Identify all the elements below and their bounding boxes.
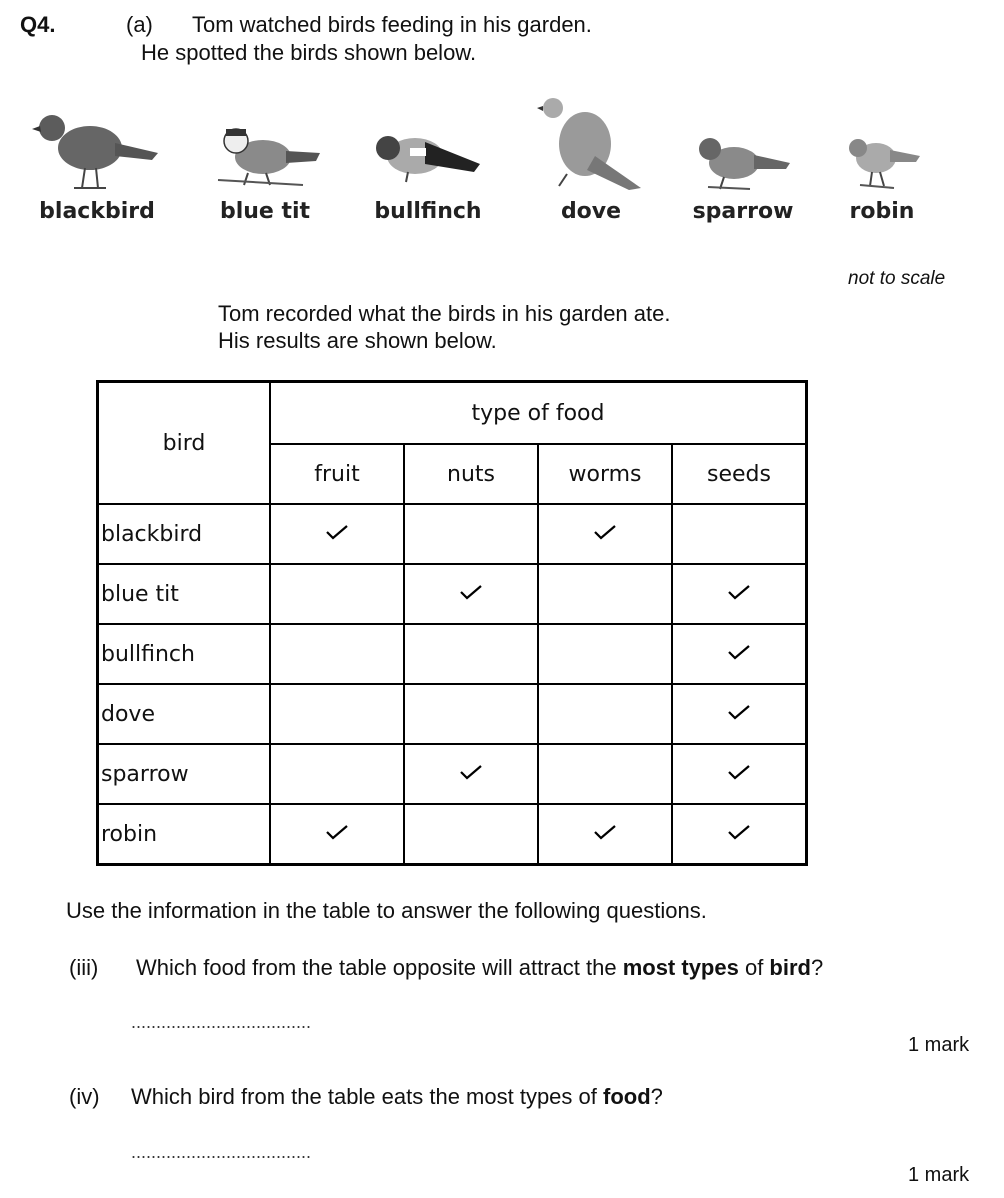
row-bird-name: blackbird: [98, 504, 271, 564]
food-cell: [538, 504, 672, 564]
table-row: [98, 504, 807, 564]
tick-icon: [727, 702, 751, 727]
question-iii-text-before: Which food from the table opposite will attract the: [136, 955, 623, 980]
question-iii-label: (iii): [69, 955, 99, 980]
question-iii-text-mid: of: [738, 955, 770, 980]
tick-icon: [593, 522, 617, 547]
tick-icon: [459, 582, 483, 607]
food-cell: [404, 624, 538, 684]
bird-label-robin: robin: [849, 199, 915, 224]
food-cell: [538, 684, 672, 744]
table-row: [98, 804, 807, 865]
answer-line-iii[interactable]: ....................................: [131, 1012, 312, 1032]
question-iv-label: (iv): [69, 1084, 100, 1109]
question-iv-bold-food: food: [603, 1084, 651, 1109]
food-cell: [270, 504, 404, 564]
table-row: [98, 684, 807, 744]
food-column-header: fruit: [270, 444, 404, 504]
food-cell: [672, 504, 807, 564]
scale-note: not to scale: [848, 268, 946, 289]
marks-iii: 1 mark: [908, 1034, 970, 1056]
food-header: type of food: [270, 382, 807, 445]
food-cell: [404, 504, 538, 564]
question-part: (a): [126, 12, 153, 37]
bird-label-sparrow: sparrow: [692, 199, 794, 224]
bird-label-bullfinch: bullfinch: [374, 199, 482, 224]
results-intro-1: Tom recorded what the birds in his garden ate.: [218, 301, 671, 326]
food-cell: [270, 624, 404, 684]
bird-header: bird: [98, 382, 271, 505]
tick-icon: [727, 582, 751, 607]
question-iv-text: [131, 1084, 663, 1110]
food-cell: [270, 684, 404, 744]
blue-tit-illustration: [208, 125, 323, 190]
row-bird-name: sparrow: [98, 744, 271, 804]
food-column-header: worms: [538, 444, 672, 504]
food-cell: [538, 744, 672, 804]
food-cell: [404, 804, 538, 865]
intro-line-2: He spotted the birds shown below.: [141, 40, 477, 65]
question-iii-bold-bird: bird: [769, 955, 811, 980]
food-cell: [672, 744, 807, 804]
question-number: Q4.: [20, 12, 56, 37]
food-column-header: seeds: [672, 444, 807, 504]
marks-iv: 1 mark: [908, 1164, 970, 1186]
table-row: [98, 564, 807, 624]
bullfinch-illustration: [370, 128, 485, 183]
food-cell: [270, 744, 404, 804]
tick-icon: [325, 522, 349, 547]
row-bird-name: bullfinch: [98, 624, 271, 684]
tick-icon: [727, 642, 751, 667]
bird-label-blue-tit: blue tit: [219, 199, 311, 224]
results-intro-2: His results are shown below.: [218, 328, 497, 353]
food-cell: [270, 564, 404, 624]
bird-label-dove: dove: [560, 199, 622, 224]
tick-icon: [727, 822, 751, 847]
bird-label-blackbird: blackbird: [39, 199, 155, 224]
question-iv-text-after: ?: [650, 1084, 663, 1109]
food-cell: [270, 804, 404, 865]
tick-icon: [459, 762, 483, 787]
question-iii-bold-most-types: most types: [622, 955, 739, 980]
food-cell: [404, 564, 538, 624]
food-cell: [404, 744, 538, 804]
table-body: [98, 504, 807, 865]
food-table: [96, 380, 808, 866]
food-cell: [538, 624, 672, 684]
food-cell: [672, 624, 807, 684]
food-cell: [404, 684, 538, 744]
question-iv-text-before: Which bird from the table eats the most types of: [131, 1084, 603, 1109]
robin-illustration: [842, 130, 922, 190]
intro-line-1: Tom watched birds feeding in his garden.: [192, 12, 592, 37]
question-iii-text: [136, 955, 823, 981]
tick-icon: [325, 822, 349, 847]
row-bird-name: robin: [98, 804, 271, 865]
instructions: Use the information in the table to answer the following questions.: [66, 898, 707, 923]
food-cell: [538, 804, 672, 865]
sparrow-illustration: [694, 135, 792, 191]
question-iii-text-after: ?: [810, 955, 824, 980]
food-column-header: nuts: [404, 444, 538, 504]
dove-illustration: [537, 96, 647, 191]
food-cell: [538, 564, 672, 624]
table-row: [98, 624, 807, 684]
blackbird-illustration: [30, 108, 160, 193]
food-cell: [672, 564, 807, 624]
tick-icon: [727, 762, 751, 787]
table-row: [98, 744, 807, 804]
answer-line-iv[interactable]: ....................................: [131, 1142, 312, 1162]
food-cell: [672, 684, 807, 744]
tick-icon: [593, 822, 617, 847]
row-bird-name: blue tit: [98, 564, 271, 624]
row-bird-name: dove: [98, 684, 271, 744]
food-cell: [672, 804, 807, 865]
